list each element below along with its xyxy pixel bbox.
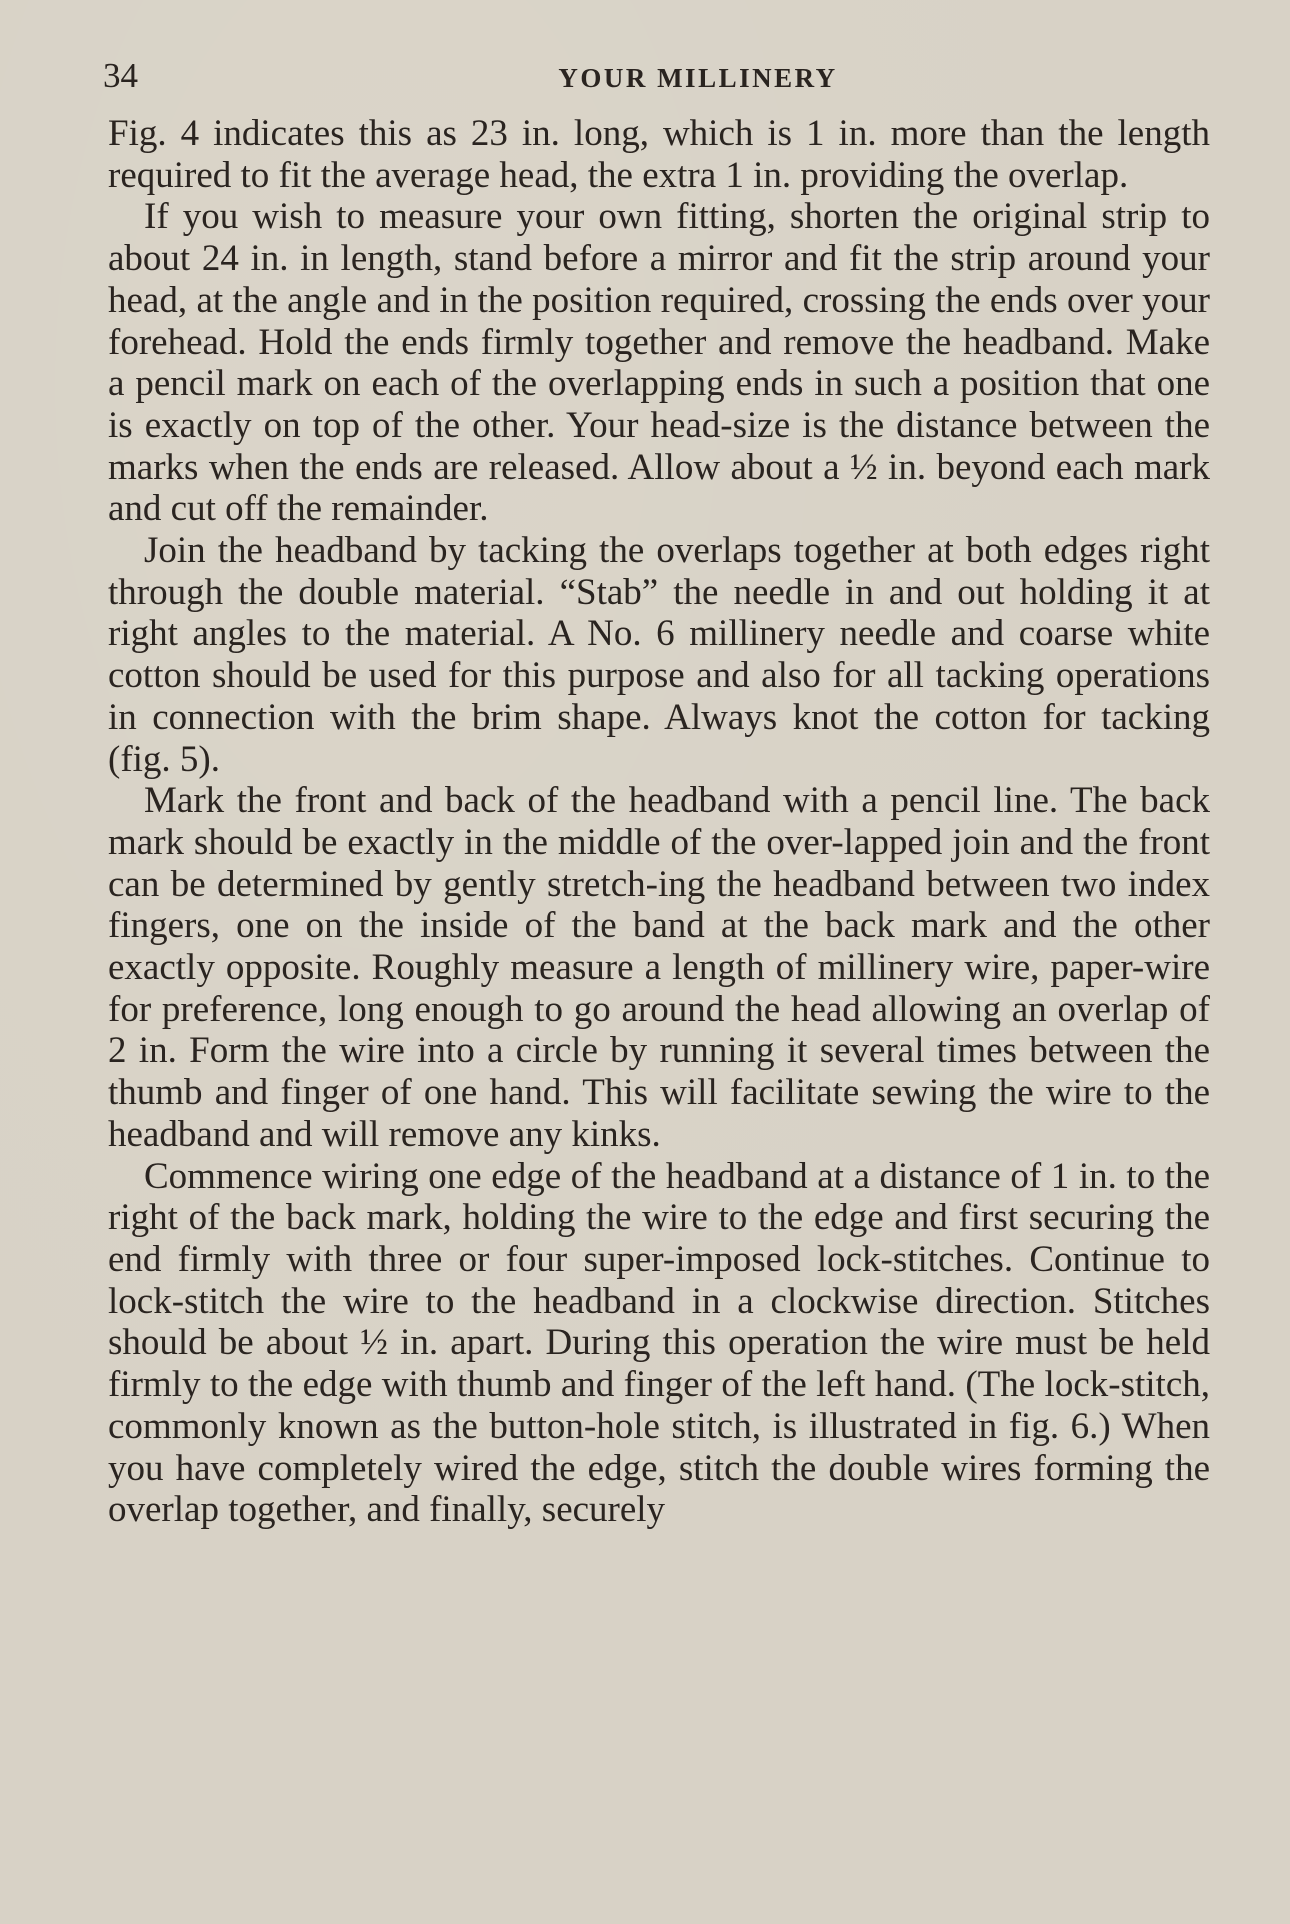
paragraph-4: Mark the front and back of the headband with a pencil line. The back mark should be exactly in the middle of the over-lapped join and the front can be determined by gently stretch-ing the headband between two index fingers, one on the inside of the band at the back mark and the other exactly opposite. Roughly measure a length of millinery wire, paper-wire for preference, long enough to go around the head allowing an overlap of 2 in. Form the wire into a circle by running it several times between the thumb and finger of one hand. This will facilitate sewing the wire to the headband and will remove any kinks. [108, 780, 1210, 1155]
paragraph-2: If you wish to measure your own fitting, shorten the original strip to about 24 in. in length, stand before a mirror and fit the strip around your head, at the angle and in the position required, crossing the ends over your forehead. Hold the ends firmly together and remove the headband. Make a pencil mark on each of the overlapping ends in such a position that one is exactly on top of the other. Your head-size is the distance between the marks when the ends are released. Allow about a ½ in. beyond each mark and cut off the remainder. [108, 196, 1210, 530]
paragraph-1: Fig. 4 indicates this as 23 in. long, which is 1 in. more than the length required to fit the average head, the extra 1 in. providing the overlap. [108, 113, 1210, 196]
paragraph-3: Join the headband by tacking the overlaps together at both edges right through the double material. “Stab” the needle in and out holding it at right angles to the material. A No. 6 millinery needle and coarse white cotton should be used for this purpose and also for all tacking operations in connection with the brim shape. Always knot the cotton for tacking (fig. 5). [108, 530, 1210, 780]
running-head [103, 54, 1203, 98]
body-text [108, 113, 1210, 1531]
running-title: YOUR MILLINERY [558, 63, 838, 93]
paragraph-5: Commence wiring one edge of the headband at a distance of 1 in. to the right of the back mark, holding the wire to the edge and first securing the end firmly with three or four super-imposed lock-stitches. Continue to lock-stitch the wire to the headband in a clockwise direction. Stitches should be about ½ in. apart. During this operation the wire must be held firmly to the edge with thumb and finger of the left hand. (The lock-stitch, commonly known as the button-hole stitch, is illustrated in fig. 6.) When you have completely wired the edge, stitch the double wires forming the overlap together, and finally, securely [108, 1155, 1210, 1531]
page-number: 34 [103, 56, 138, 95]
